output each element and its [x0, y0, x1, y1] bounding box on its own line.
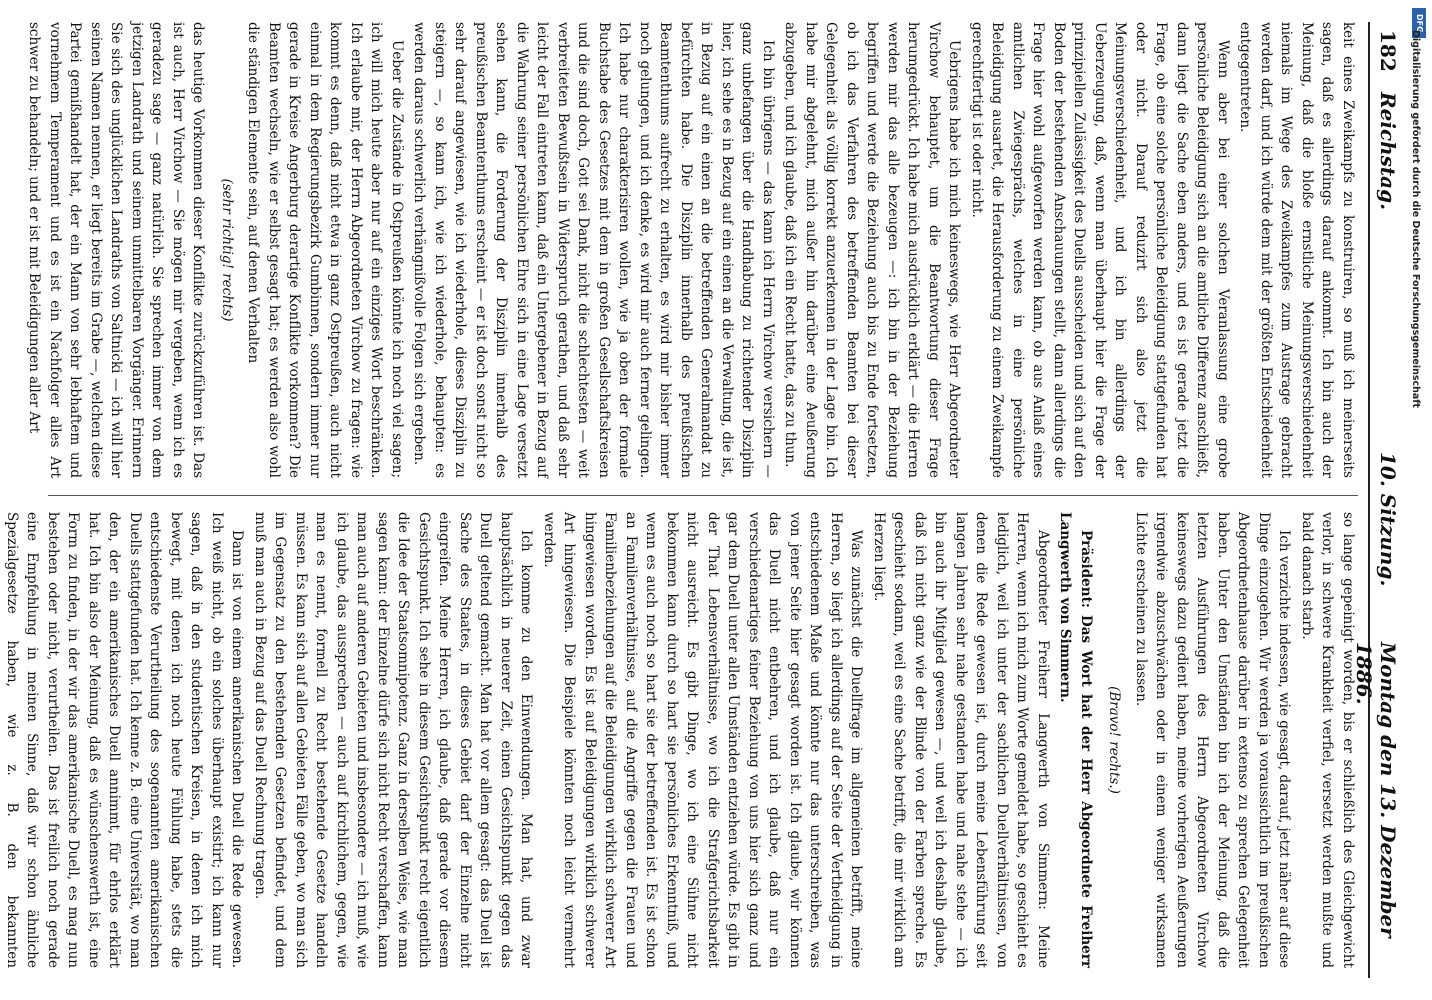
chamber-title: Reichstag. [1376, 92, 1400, 211]
column-divider [48, 495, 1358, 496]
session-date: Montag den 13. Dezember 1886. [1352, 642, 1400, 938]
interjection: (Bravo! rechts.) [1106, 686, 1123, 794]
paragraph: Dann ist von einem amerikanischen Duell die Rede gewesen. Ich weiß nicht, ob ein solches überhaupt existirt; ich kann nur sagen, daß in den studentischen Kreisen, in denen ich mich bewegt, mit denen ich noch heute Fühlung habe, stets die entschiedenste Verurtheilung des sogenannten amerikanischen Duells stattgefunden hat. Ich kenne z. B. eine Universität, wo man den, der ein amerikanisches Duell annimmt, für ehrlos erklärt hat. Ich bin also der Meinung, daß es wünschenswerth ist, eine Form zu finden, in der wir das amerikanische Duell, es mag nun bestehen oder nicht, verurtheilen. Das ist freilich noch gerade eine Empfehlung in meinen Sinne, daß wir schon ähnliche Spezialgesetze haben, wie z. B. den bekannten [4, 512, 246, 968]
digitization-credit [1408, 24, 1430, 984]
dfg-logo: DFG [1412, 8, 1426, 38]
page-number: 182 [1376, 30, 1400, 72]
running-head [1352, 22, 1404, 978]
paragraph: das heutige Vorkommen dieser Konflikte zurückzuführen ist. Das ist auch, Herr Virchow — Sie mögen mir vergeben, wenn ich es geradezu sage — ganz natürlich. Sie sprechen immer von dem jetzigen Landrath und seinem unmittelbaren Vorgänger. Erinnern Sie sich des unglücklichen Landraths von Saltnicki — ich will hier seinen Namen nennen, er liegt bereits im Grabe —, welchen diese Partei gemißhandelt hat, der ein Mann von sehr lebhaftem und vornehmem Temperament und es ist ein Nachfolger alles Art schwer zu behandeln; und er ist mit Beleidigungen aller Art [26, 22, 207, 478]
paragraph: Wenn aber bei einer solchen Veranlassung eine grobe persönliche Beleidigung sich an die amtliche Differenz anschließt, dann liegt die Sache eben anders, und es ist gerade jetzt die Frage, ob eine solche persönliche Beleidigung stattgefunden hat oder nicht. Darauf reduzirt sich also jetzt die Meinungsverschiedenheit, und ich bin allerdings der Ueberzeugung, daß, wenn man überhaupt hier die Frage der prinzipiellen Zulässigkeit des Duells ausscheiden und sich auf den Boden der bestehenden Anschauungen stellt, dann allerdings die Frage hier wohl aufgeworfen werden kann, ob aus Anlaß eines amtlichen Zwiegesprächs, welches in eine persönliche Beleidigung ausartet, die Herausforderung zu einem Zweikampfe gerechtfertigt ist oder nicht. [969, 22, 1231, 478]
paragraph: Ueber die Zustände in Ostpreußen könnte ich noch viel sagen; ich will mich heute aber nur auf ein einziges Wort beschränken. Ich erlaube mir, der Herrn Abgeordneten Virchow zu fragen: wie kommt es denn, daß nicht etwa in ganz Ostpreußen, auch nicht einmal in dem Regierungsbezirk Gumbinnen, sondern immer nur gerade in Kreise Angerburg derartige Konflikte vorkommen? Die Beamten wechseln, wie er selbst gesagt hat; es werden also wohl die ständigen Elemente sein, auf denen Verhalten [245, 22, 405, 478]
paragraph: Uebrigens habe ich mich keineswegs, wie Herr Abgeordneter Virchow behauptet, um die Beantwortung dieser Frage herumgedrückt. Ich habe mich ausdrücklich erklärt — die Herren werden mir das alle bezeugen —: ich bin in der Beziehung begriffen und werde die Beziehung auch bis zu Ende fortsetzen, ob ich das Verfahren des betreffenden Beamten bei dieser Gelegenheit als völlig korrekt anzuerkennen in der Lage bin. Ich habe mir abgelehnt, mich außer hin darüber eine Aeußerung abzugeben, und ich glaube, daß ich ein Recht hatte, das zu thun. [782, 22, 963, 478]
interjection: (sehr richtig! rechts) [219, 178, 235, 322]
paragraph: Abgeordneter Freiherr Langwerth von Simmern: Meine Herren, wenn ich mich zum Worte gemeldet habe, so geschieht es lediglich, weil ich unter der sachlichen Duellverhältnissen, von denen die Rede gewesen ist, durch meine Lebensführung seit langen Jahren sehr nahe gestanden habe und nahe stehe — ich bin auch ihr Mitglied gewesen —, und weil ich deshalb glaube, daß ich nicht ganz wie der Blinde von der Farben spreche. Es geschieht sodann, weil es eine Sache betrifft, die mir wirklich am Herzen liegt. [871, 512, 1051, 968]
paragraph: Ich bin übrigens — das kann ich Herrn Virchow versichern — ganz unbefangen über die Handhabung zu richtender Disziplin hier, ich sehe es in Bezug auf ein einen an die Verwaltung, die ist, in Bezug auf ein einen an die betreffenden Generalmandat zu befürchten habe. Die Disziplin innerhalb des preußischen Beamtenthums aufrecht zu erhalten, es wird mir bisher immer noch gelungen, und ich denke, es wird mir auch ferner gelingen. Ich habe nur charakterisiren wollen, wie ja oben der formale Buchstabe des Gesetzes mit dem in großen Gesellschaftskreisen und die sind doch, Gott sei Dank, nicht die schlechtesten — weit verbreiteten Bewußtsein in Widerspruch gerathen, und daß sehr leicht der Fall eintreten kann, daß ein Untergebener in Bezug auf die Wahrung seiner persönlichen Ehre sich in eine Lage versetzt sehen kann, die Forderung der Disziplin innerhalb des preußischen Beamtenthums erscheint — er ist doch sonst nicht so sehr darauf angewiesen, wie ich wiederhole, dieses Disziplin zu steigern —, so kann ich, wie ich wiederhole, behaupten: es werden daraus schwerlich verhängnißvolle Folgen sich ergeben. [411, 22, 776, 478]
paragraph: Ich verzichte indessen, wie gesagt, darauf, jetzt näher auf diese Dinge einzugehen. Wir werden ja voraussichtlich im preußischen Abgeordnetenhause darüber in extenso zu sprechen Gelegenheit haben. Unter den Umständen bin ich der Meinung, daß die letzten Ausführungen des Herrn Abgeordneten Virchow keineswegs dazu gedient haben, meine vorherigen Aeußerungen irgendwie abzuschwächen oder in einem weniger wirksamen Lichte erscheinen zu lassen. [1133, 512, 1293, 968]
paragraph: Was zunächst die Duellfrage im allgemeinen betrifft, meine Herren, so liegt ich allerdings auf der Seite der Vertheidigung in entschiedenem Maße und könnte nur das unterschreiben, was von jener Seite hier gesagt worden ist. Ich glaube, wir können das Duell nicht entbehren, und ich glaube, daß nur ein verschiedenartiges feiner Beziehung von uns hier sich ganz und gar dem Duell unter allen Umständen entziehen würde. Es gibt in der That Lebensverhältnisse, wo ich die Strafgerichtsbarkeit nicht ausreicht. Es gibt Dinge, wo ich eine Sühne nicht bekommen kann durch so hart sie persönliches Erkenntniß, und wenn es auch noch so hart sie der betreffenden ist. Es ist schon an Familienverhältnisse, auf die Angriffe gegen die Frauen und Familienbeziehungen auf die Beleidigungen wirklich schwerer Art hingewiesen worden. Es ist auf Beleidigungen wirklich schwerer Art hingewiesen. Die Beispiele könnten noch leicht vermehrt werden. [541, 512, 865, 968]
right-column [4, 512, 1358, 968]
speaker-paragraph: Präsident: Das Wort hat der Herr Abgeordnete Freiherr Langwerth von Simmern. [1057, 512, 1094, 968]
credit-text: Digitalisierung gefördert durch die Deutsche Forschungsgemeinschaft [1410, 30, 1421, 408]
paragraph: keit eines Zweikampfs zu konstruiren, so muß ich meinerseits sagen, daß es allerdings darauf ankommt. Ich bin auch der Meinung, daß die bloße ernstliche Meinungsverschiedenheit niemals im Wege des Zweikampfes zum Austrage gebracht werden darf, und ich würde dem mit der größten Entschiedenheit entgegentreten. [1237, 22, 1356, 478]
paragraph: so lange gepeinigt worden, bis er schließlich des Gleichgewicht verlor, in schwere Krankheit verfiel, versetzt werden mußte und bald danach starb. [1299, 512, 1356, 968]
paragraph: Ich komme zu den Einwendungen. Man hat, und zwar hauptsächlich in neuerer Zeit, einen Gesichtspunkt gegen das Duell geltend gemacht. Man hat vor allem gesagt: das Duell ist Sache des Staates, in dieses Gebiet darf der Einzelne nicht eingreifen. Meine Herren, ich glaube, daß gerade vor diesem Gesichtspunkt. Ich sehe in diesem Gesichtspunkt recht eigentlich die Idee der Staatsomnipotenz. Ganz in derselben Weise, wie man sagen kann: der Einzelne dürfe sich nicht Recht verschaffen, kann man auch auf anderen Gebieten und insbesondere — ich muß, wie ich glaube, das aussprechen — auch auf kirchlichem, gegen, wie man es nennt, formell zu Recht bestehende Gesetze handeln müssen. Es kann sich auf allen Gebieten Fälle geben, wo man sich im Gegensatz zu den bestehenden Gesetzen befindet, und dem muß man auch in Bezug auf das Duell Rechnung tragen. [252, 512, 535, 968]
session-number: 10. Sitzung. [1376, 452, 1400, 587]
left-column [26, 22, 1358, 478]
